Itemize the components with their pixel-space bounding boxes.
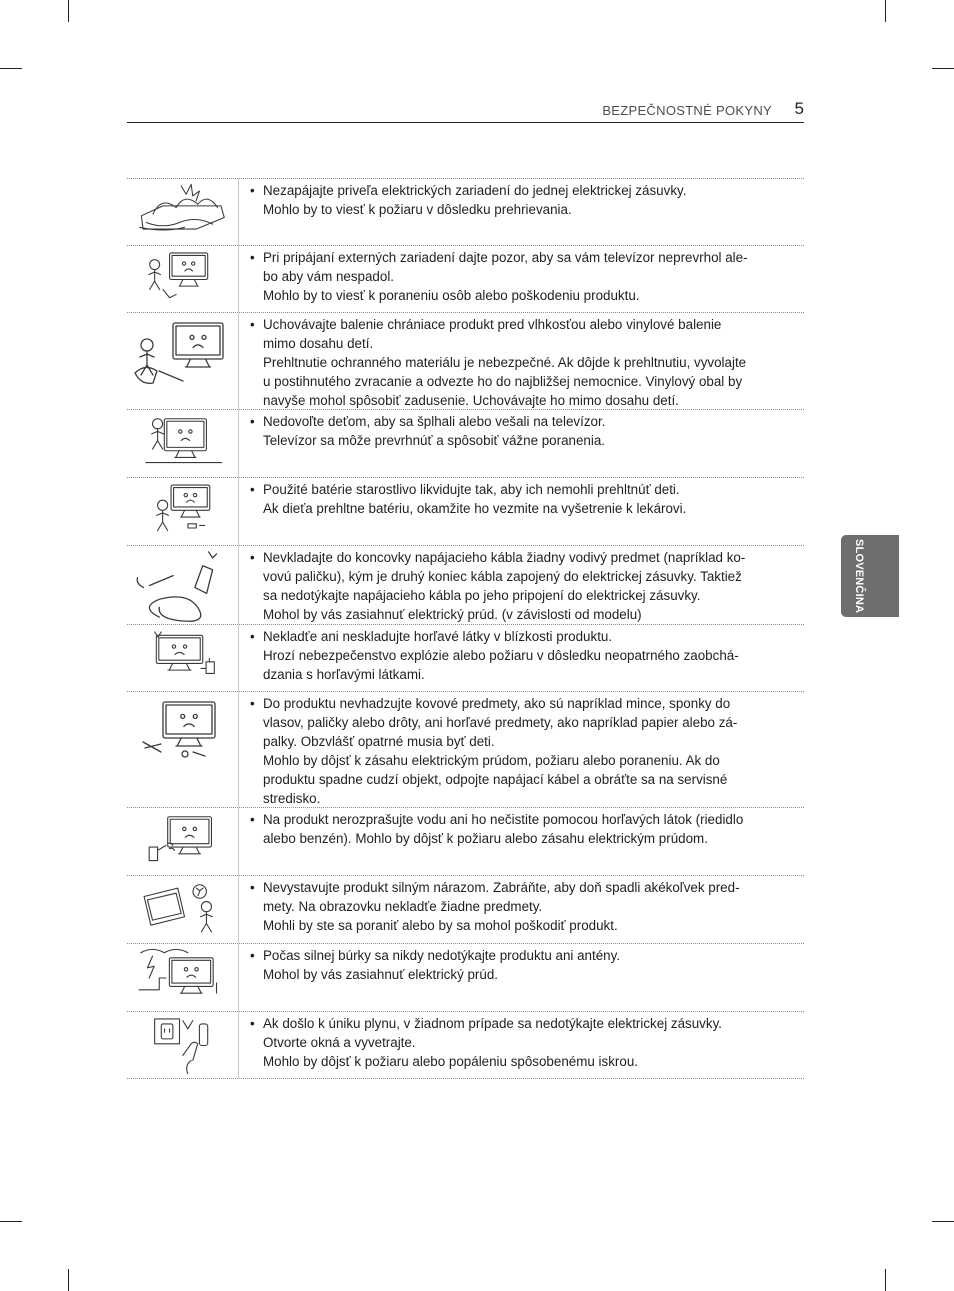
instruction-line: Mohlo by dôjsť k požiaru alebo popáleniu spôsobenému iskrou. <box>263 1054 638 1069</box>
safety-instructions-list <box>127 178 804 1079</box>
instruction-line: Uchovávajte balenie chrániace produkt pred vlhkosťou alebo vinylové balenie <box>263 317 722 332</box>
instruction-line: vovú paličku), kým je druhý koniec kábla zapojený do elektrickej zásuvky. Taktiež <box>263 569 742 584</box>
instruction-row <box>127 478 804 546</box>
instruction-text <box>250 548 790 624</box>
tv-falling-on-child-icon <box>127 246 239 312</box>
instruction-line: Nevystavujte produkt silným nárazom. Zabráňte, aby doň spadli akékoľvek pred- <box>263 880 740 895</box>
child-climbing-tv-icon <box>127 410 239 477</box>
instruction-row <box>127 944 804 1012</box>
instruction-line: mimo dosahu detí. <box>263 336 374 351</box>
instruction-text <box>250 480 790 518</box>
instruction-line: u postihnutého zvracanie a odvezte ho do najbližšej nemocnice. Vinylový obal by <box>263 374 743 389</box>
instruction-text <box>250 810 790 848</box>
crop-mark <box>932 68 954 69</box>
instruction-line: Mohlo by to viesť k poraneniu osôb alebo poškodeniu produktu. <box>263 288 640 303</box>
instruction-row <box>127 546 804 625</box>
instruction-line: Mohlo by to viesť k požiaru v dôsledku prehrievania. <box>263 202 572 217</box>
child-swallowing-battery-icon <box>127 478 239 545</box>
instruction-line: Nedovoľte deťom, aby sa šplhali alebo vešali na televízor. <box>263 414 606 429</box>
bullet-point: • <box>250 880 255 895</box>
instruction-line: Ak dieťa prehltne batériu, okamžite ho vezmite na vyšetrenie k lekárovi. <box>263 501 687 516</box>
instruction-line: Nekladťe ani neskladujte horľavé látky v blízkosti produktu. <box>263 629 613 644</box>
bullet-point: • <box>250 250 255 265</box>
instruction-line: vlasov, paličky alebo drôty, ani horľavé predmety, ako napríklad papier alebo zá- <box>263 715 738 730</box>
overloaded-power-strip-icon <box>127 179 239 245</box>
crop-mark <box>0 1221 22 1222</box>
page-header <box>127 98 804 123</box>
language-tab-label: SLOVENČINA <box>853 538 865 614</box>
bullet-point: • <box>250 696 255 711</box>
instruction-line: alebo benzén). Mohlo by dôjsť k požiaru alebo zásahu elektrickým prúdom. <box>263 831 708 846</box>
instruction-row <box>127 692 804 808</box>
bullet-point: • <box>250 317 255 332</box>
instruction-text <box>250 946 790 984</box>
bullet-point: • <box>250 183 255 198</box>
instruction-row <box>127 246 804 313</box>
instruction-text <box>250 1014 790 1071</box>
crop-mark <box>68 1269 69 1291</box>
page-number: 5 <box>794 99 804 118</box>
instruction-line: stredisko. <box>263 791 321 806</box>
bullet-point: • <box>250 414 255 429</box>
instruction-line: Počas silnej búrky sa nikdy nedotýkajte produktu ani antény. <box>263 948 621 963</box>
instruction-text <box>250 694 790 808</box>
instruction-line: Do produktu nevhadzujte kovové predmety, ako sú napríklad mince, sponky do <box>263 696 731 711</box>
instruction-text <box>250 181 790 219</box>
crop-mark <box>0 68 22 69</box>
instruction-line: palky. Obzvlášť opatrné musia byť deti. <box>263 734 495 749</box>
bullet-point: • <box>250 948 255 963</box>
instruction-line: Ak došlo k úniku plynu, v žiadnom prípade sa nedotýkajte elektrickej zásuvky. <box>263 1016 722 1031</box>
instruction-text <box>250 248 790 305</box>
instruction-row <box>127 179 804 246</box>
bullet-point: • <box>250 482 255 497</box>
instruction-row <box>127 410 804 478</box>
bullet-point: • <box>250 550 255 565</box>
instruction-row <box>127 876 804 944</box>
instruction-line: Mohol by vás zasiahnuť elektrický prúd. (v závislosti od modelu) <box>263 607 642 622</box>
instruction-line: Hrozí nebezpečenstvo explózie alebo požiaru v dôsledku neopatrného zaobchá- <box>263 648 739 663</box>
instruction-line: Použité batérie starostlivo likvidujte tak, aby ich nemohli prehltnúť deti. <box>263 482 680 497</box>
instruction-text <box>250 412 790 450</box>
instruction-row <box>127 313 804 410</box>
metal-object-in-cable-icon <box>127 546 239 624</box>
instruction-text <box>250 315 790 410</box>
instruction-line: Otvorte okná a vyvetrajte. <box>263 1035 416 1050</box>
instruction-row <box>127 808 804 876</box>
instruction-line: Mohli by ste sa poraniť alebo by sa mohol poškodiť produkt. <box>263 918 618 933</box>
instruction-row <box>127 1012 804 1079</box>
metal-objects-into-tv-icon <box>127 692 239 807</box>
instruction-line: produktu spadne cudzí objekt, odpojte napájací kábel a obráťte sa na servisné <box>263 772 728 787</box>
instruction-line: Nevkladajte do koncovky napájacieho kábla žiadny vodivý predmet (napríklad ko- <box>263 550 746 565</box>
crop-mark <box>885 0 886 22</box>
gas-leak-outlet-icon <box>127 1012 239 1078</box>
instruction-line: mety. Na obrazovku nekladťe žiadne predmety. <box>263 899 543 914</box>
instruction-line: Mohlo by dôjsť k zásahu elektrickým prúdom, požiaru alebo poraneniu. Ak do <box>263 753 720 768</box>
instruction-line: Nezapájajte priveľa elektrických zariadení do jednej elektrickej zásuvky. <box>263 183 687 198</box>
ball-hitting-tv-icon <box>127 876 239 943</box>
instruction-text <box>250 627 790 684</box>
flammable-substances-icon <box>127 625 239 691</box>
crop-mark <box>932 1221 954 1222</box>
instruction-line: bo aby vám nespadol. <box>263 269 395 284</box>
instruction-line: navyše mohol spôsobiť zadusenie. Uchovávajte ho mimo dosahu detí. <box>263 393 679 408</box>
instruction-line: dzania s horľavými látkami. <box>263 667 425 682</box>
instruction-line: sa nedotýkajte napájacieho kábla po jeho pripojení do elektrickej zásuvky. <box>263 588 701 603</box>
section-title: BEZPEČNOSTNÉ POKYNY <box>602 103 772 118</box>
bullet-point: • <box>250 812 255 827</box>
instruction-text <box>250 878 790 935</box>
instruction-line: Mohol by vás zasiahnuť elektrický prúd. <box>263 967 499 982</box>
instruction-line: Prehltnutie ochranného materiálu je nebezpečné. Ak dôjde k prehltnutiu, vyvolajte <box>263 355 747 370</box>
instruction-line: Na produkt nerozprašujte vodu ani ho nečistite pomocou horľavých látok (riedidlo <box>263 812 744 827</box>
child-with-plastic-bag-icon <box>127 313 239 409</box>
bullet-point: • <box>250 1016 255 1031</box>
instruction-line: Televízor sa môže prevrhnúť a spôsobiť vážne poranenia. <box>263 433 606 448</box>
instruction-line: Pri pripájaní externých zariadení dajte pozor, aby sa vám televízor neprevrhol ale- <box>263 250 748 265</box>
crop-mark <box>68 0 69 22</box>
crop-mark <box>885 1269 886 1291</box>
spraying-water-on-tv-icon <box>127 808 239 875</box>
language-tab <box>841 535 899 617</box>
instruction-row <box>127 625 804 692</box>
lightning-storm-tv-icon <box>127 944 239 1011</box>
bullet-point: • <box>250 629 255 644</box>
